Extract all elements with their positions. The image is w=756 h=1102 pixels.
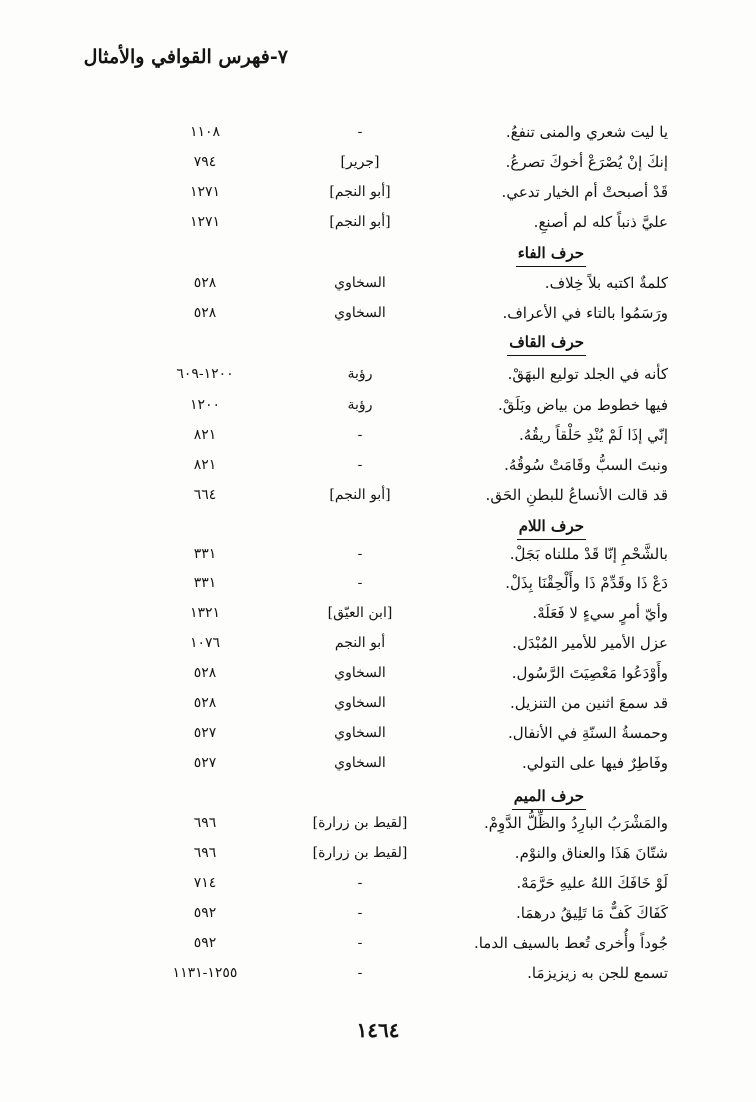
page-reference: ١٢٧١ (189, 184, 221, 200)
index-row (0, 898, 756, 928)
verse-text: يا ليت شعري والمنى تنفعُ. (505, 123, 668, 141)
index-row (0, 928, 756, 958)
page-reference: ٦٩٦ (193, 815, 217, 831)
poet-name: - (357, 875, 363, 891)
index-row (0, 598, 756, 628)
verse-text: شتّانَ هَذَا والعناق والنوْم. (514, 844, 668, 862)
poet-name: [لقيط بن زرارة] (312, 845, 408, 861)
poet-name: رؤبة (347, 397, 373, 413)
verse-text: كأنه في الجلد توليع البهَقْ. (507, 365, 668, 383)
page-reference: ٥٢٨ (193, 665, 217, 681)
verse-text: إنّي إذَا لَمْ يُنْدِ حَلْقاً ريقُهُ. (518, 426, 668, 444)
verse-text: إنكَ إنْ يُصْرَعْ أخوكَ تصرعُ. (505, 153, 668, 171)
poet-name: - (357, 546, 363, 562)
page-reference: ١٢٠٠-٦٠٩ (176, 366, 234, 382)
verse-text: جُوداً وأُخرى تُعط بالسيف الدما. (473, 934, 668, 952)
poet-name: - (357, 935, 363, 951)
page-reference: ١٣٢١ (189, 605, 221, 621)
poet-name: السخاوي (334, 275, 386, 291)
verse-text: كلمةٌ اكتبه بلاً خِلاف. (544, 274, 668, 292)
section-heading: حرف القاف (507, 330, 586, 356)
page-reference: ٧١٤ (193, 875, 217, 891)
poet-name: [ابن العيّق] (327, 605, 393, 621)
poet-name: - (357, 124, 363, 140)
page-reference: ٥٩٢ (193, 935, 217, 951)
index-row (0, 808, 756, 838)
page-reference: ١٢٧١ (189, 214, 221, 230)
index-row (0, 298, 756, 328)
page-reference: ٥٢٧ (193, 725, 217, 741)
poet-name: السخاوي (334, 665, 386, 681)
page-reference: ٥٩٢ (193, 905, 217, 921)
verse-text: والمَشْرَبُ البارِدُ والظِّلُّ الدَّوِمْ. (483, 814, 668, 832)
page-reference: ١٠٧٦ (189, 635, 221, 651)
page-reference: ١٢٠٠ (189, 397, 221, 413)
index-row (0, 688, 756, 718)
section-heading: حرف اللام (517, 514, 586, 540)
index-row (0, 207, 756, 237)
index-row (0, 359, 756, 389)
verse-text: وأَوْدَعُوا مَعْصِيَتَ الرَّسُول. (511, 664, 668, 682)
poet-name: السخاوي (334, 305, 386, 321)
index-row (0, 838, 756, 868)
verse-text: تسمع للجن به زيزيزمَا. (527, 964, 668, 982)
page-reference: ٦٦٤ (193, 487, 217, 503)
index-row (0, 568, 756, 598)
index-row (0, 868, 756, 898)
poet-name: [أبو النجم] (329, 184, 391, 200)
index-row (0, 480, 756, 510)
index-row (0, 268, 756, 298)
page-reference: ٦٩٦ (193, 845, 217, 861)
page-reference: ٨٢١ (193, 427, 217, 443)
section-heading: حرف الفاء (516, 241, 586, 267)
verse-text: وأيّ أمرٍ سيءٍ لا فَعَلَهْ. (532, 604, 668, 622)
verse-text: قَدْ أصبحتْ أم الخيار تدعي. (501, 183, 668, 201)
index-row (0, 658, 756, 688)
index-row (0, 390, 756, 420)
poet-name: [لقيط بن زرارة] (312, 815, 408, 831)
index-row (0, 628, 756, 658)
verse-text: قد سمعَ اثنين من التنزيل. (510, 694, 668, 712)
verse-text: دَعْ ذَا وقَدِّمْ ذَا وأَلْحِقْنَا بِذَلْ. (505, 574, 668, 592)
page-reference: ٥٢٨ (193, 305, 217, 321)
index-row (0, 450, 756, 480)
index-row (0, 147, 756, 177)
verse-text: ونبتَ السبُّ وقَامَتْ سُوقُهُ. (504, 456, 668, 474)
index-row (0, 718, 756, 748)
verse-text: لَوْ خَافَكَ اللهُ عليهِ حَرَّمَهْ. (516, 874, 668, 892)
page-reference: ٣٣١ (193, 546, 217, 562)
poet-name: - (357, 457, 363, 473)
page-reference: ٥٢٧ (193, 755, 217, 771)
poet-name: - (357, 575, 363, 591)
poet-name: السخاوي (334, 755, 386, 771)
index-row (0, 117, 756, 147)
section-heading: حرف الميم (512, 784, 586, 810)
poet-name: [جرير] (340, 154, 380, 170)
poet-name: [أبو النجم] (329, 214, 391, 230)
page-reference: ٨٢١ (193, 457, 217, 473)
index-row (0, 539, 756, 569)
verse-text: فيها خطوط من بياض وبَلَقْ. (498, 396, 668, 414)
index-row (0, 748, 756, 778)
poet-name: - (357, 427, 363, 443)
poet-name: السخاوي (334, 725, 386, 741)
page-number: ١٤٦٤ (356, 1018, 400, 1042)
page-reference: ٥٢٨ (193, 695, 217, 711)
poet-name: - (357, 965, 363, 981)
verse-text: عزل الأمير للأمير المُبْدَل. (512, 634, 668, 652)
poet-name: السخاوي (334, 695, 386, 711)
page-reference: ١٢٥٥-١١٣١ (172, 965, 238, 981)
page-title: ٧-فهرس القوافي والأمثال (83, 46, 288, 68)
page-reference: ٣٣١ (193, 575, 217, 591)
page-reference: ١١٠٨ (189, 124, 221, 140)
verse-text: قد قالت الأنساعُ للبطنِ الحَق. (485, 486, 668, 504)
poet-name: رؤبة (347, 366, 373, 382)
verse-text: ورَسَمُوا بالتاء في الأعراف. (502, 304, 668, 322)
index-row (0, 177, 756, 207)
page-reference: ٧٩٤ (193, 154, 217, 170)
verse-text: وحمسةُ السنّةِ في الأنفال. (508, 724, 668, 742)
page-reference: ٥٢٨ (193, 275, 217, 291)
verse-text: بالشَّحْمِ إنّا قَدْ مللناه بَجَلْ. (509, 545, 668, 563)
index-row (0, 420, 756, 450)
verse-text: وفَاطِرٌ فيها على التولي. (522, 754, 668, 772)
poet-name: أبو النجم (334, 635, 386, 651)
poet-name: [أبو النجم] (329, 487, 391, 503)
poet-name: - (357, 905, 363, 921)
verse-text: كَفَاكَ كَفٌّ مَا تَلِيقُ درهمَا. (515, 904, 668, 922)
index-row (0, 958, 756, 988)
verse-text: عليَّ ذنباً كله لم أصنعِ. (533, 213, 668, 231)
